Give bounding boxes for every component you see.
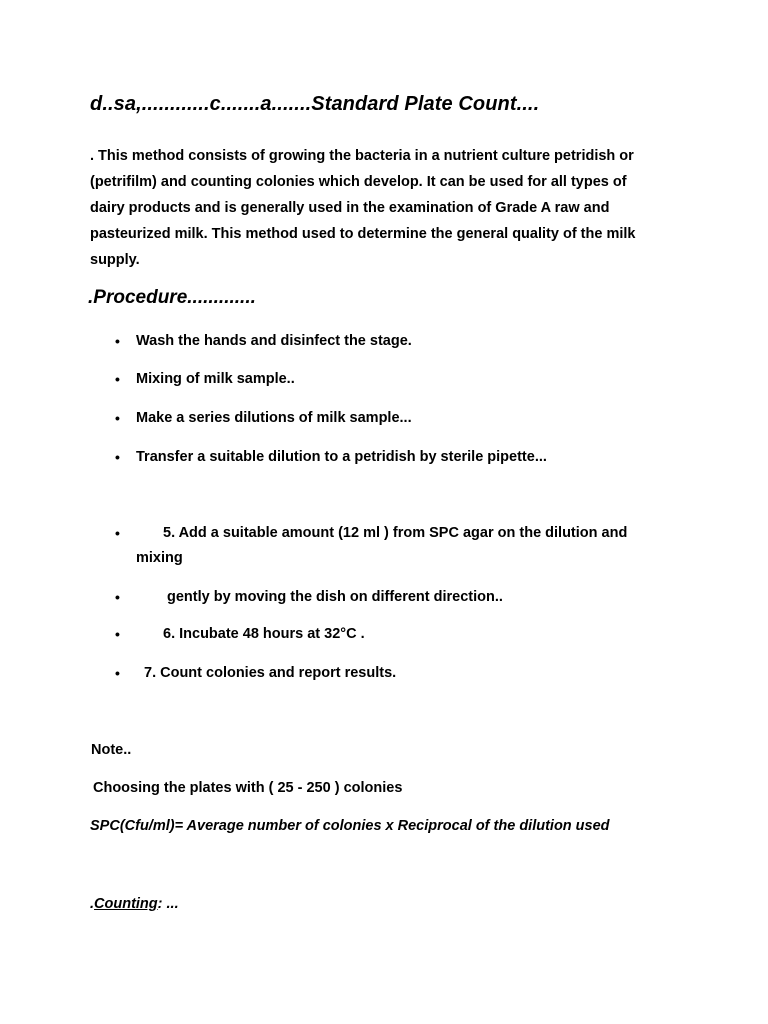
counting-heading xyxy=(90,896,179,912)
step-text: Make a series dilutions of milk sample... xyxy=(136,410,412,426)
step-text: 7. Count colonies and report results. xyxy=(144,665,397,681)
counting-prefix: . xyxy=(90,896,95,912)
intro-line: dairy products and is generally used in the examination of Grade A raw and xyxy=(90,200,610,216)
intro-paragraph xyxy=(90,143,690,273)
step-text: 5. Add a suitable amount (12 ml ) from SPC agar on the dilution and xyxy=(163,525,628,541)
intro-line: . This method consists of growing the bacteria in a nutrient culture petridish or xyxy=(90,148,634,164)
step-text: Mixing of milk sample.. xyxy=(136,371,295,387)
step-text-continuation: mixing xyxy=(136,550,183,566)
counting-word: Counting xyxy=(94,896,158,912)
document-title: d..sa,............c.......a.......Standard Plate Count.... xyxy=(90,93,540,115)
intro-line: (petrifilm) and counting colonies which develop. It can be used for all types of xyxy=(90,174,627,190)
step-text: Wash the hands and disinfect the stage. xyxy=(136,333,412,349)
bullet-icon: • xyxy=(115,333,120,349)
intro-line: pasteurized milk. This method used to determine the general quality of the milk xyxy=(90,226,636,242)
bullet-icon: • xyxy=(115,626,120,642)
step-text: 6. Incubate 48 hours at 32°C . xyxy=(163,626,365,642)
bullet-icon: • xyxy=(115,589,120,605)
intro-line: supply. xyxy=(90,252,140,268)
bullet-icon: • xyxy=(115,525,120,541)
spc-formula: SPC(Cfu/ml)= Average number of colonies x Reciprocal of the dilution used xyxy=(90,818,610,834)
note-label: Note.. xyxy=(91,742,132,758)
bullet-icon: • xyxy=(115,449,120,465)
choosing-plates-text: Choosing the plates with ( 25 - 250 ) colonies xyxy=(93,780,403,796)
counting-suffix: : ... xyxy=(157,896,179,912)
procedure-heading: .Procedure............. xyxy=(88,287,256,308)
bullet-icon: • xyxy=(115,665,120,681)
step-text: Transfer a suitable dilution to a petridish by sterile pipette... xyxy=(136,449,547,465)
bullet-icon: • xyxy=(115,410,120,426)
step-text: gently by moving the dish on different direction.. xyxy=(167,589,503,605)
bullet-icon: • xyxy=(115,371,120,387)
